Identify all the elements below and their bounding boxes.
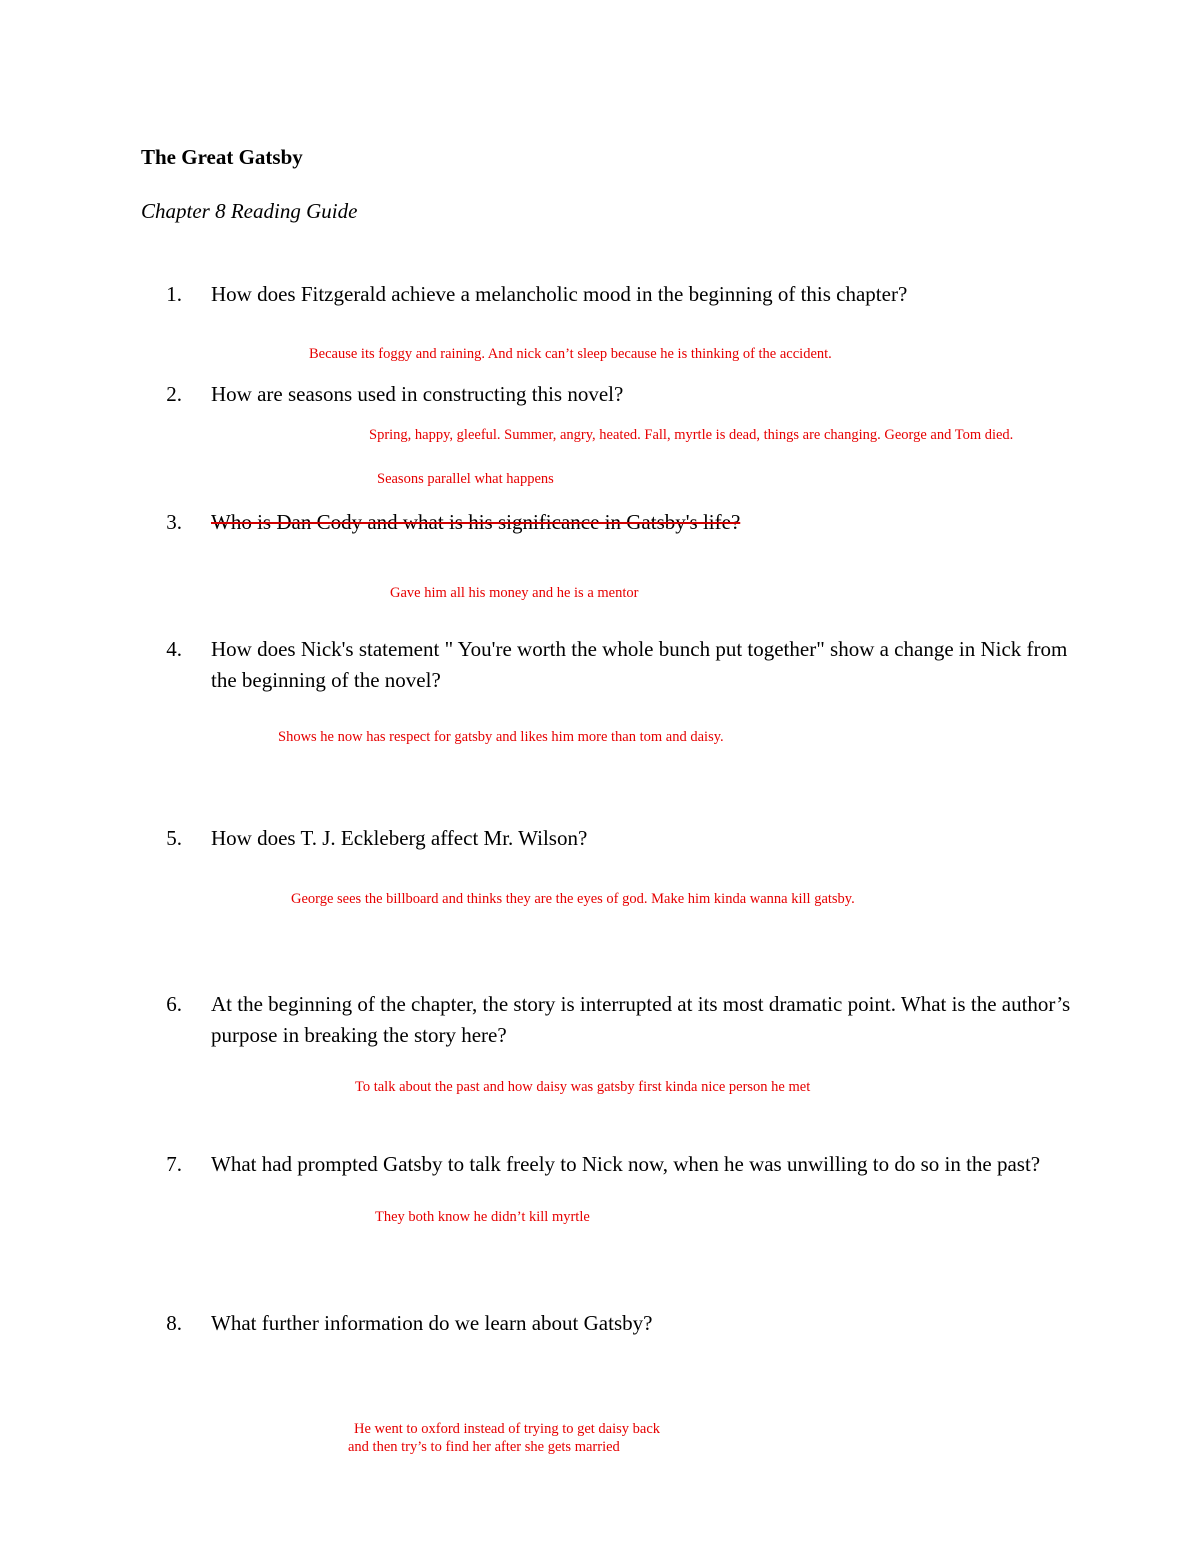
question-text: How does Fitzgerald achieve a melancholic mood in the beginning of this chapter? bbox=[211, 282, 908, 306]
answer-text: Seasons parallel what happens bbox=[377, 471, 554, 487]
question-number: 8. bbox=[166, 1311, 182, 1335]
answer-text: Shows he now has respect for gatsby and likes him more than tom and daisy. bbox=[278, 729, 724, 745]
question-text: How does Nick's statement " You're worth the whole bunch put together" show a change in Nick from the beginning of the novel? bbox=[211, 637, 1068, 692]
question-text: How are seasons used in constructing this novel? bbox=[211, 382, 624, 406]
question-number: 1. bbox=[166, 282, 182, 306]
question-number: 2. bbox=[166, 382, 182, 406]
question-number: 5. bbox=[166, 826, 182, 850]
question-text: How does T. J. Eckleberg affect Mr. Wilson? bbox=[211, 826, 588, 850]
answer-text: They both know he didn’t kill myrtle bbox=[375, 1209, 590, 1225]
answer-text: and then try’s to find her after she gets married bbox=[348, 1439, 620, 1455]
question-number: 6. bbox=[166, 992, 182, 1016]
question-text-struck bbox=[211, 507, 1081, 538]
strikethrough-question: Who is Dan Cody and what is his significance in Gatsby's life? bbox=[211, 510, 741, 534]
document-title: The Great Gatsby bbox=[141, 145, 303, 169]
question-text: What further information do we learn about Gatsby? bbox=[211, 1311, 653, 1335]
answer-text: To talk about the past and how daisy was gatsby first kinda nice person he met bbox=[355, 1079, 811, 1095]
answer-text: George sees the billboard and thinks they are the eyes of god. Make him kinda wanna kill gatsby. bbox=[291, 891, 855, 907]
document-subtitle: Chapter 8 Reading Guide bbox=[141, 199, 358, 223]
question-number: 7. bbox=[166, 1152, 182, 1176]
answer-text: He went to oxford instead of trying to get daisy back bbox=[354, 1421, 661, 1437]
question-number: 3. bbox=[166, 510, 182, 534]
question-number: 4. bbox=[166, 637, 182, 661]
question-text: At the beginning of the chapter, the story is interrupted at its most dramatic point. What is the author’s purpose in breaking the story here? bbox=[211, 992, 1071, 1047]
answer-text: Gave him all his money and he is a mentor bbox=[390, 585, 639, 601]
question-text: What had prompted Gatsby to talk freely to Nick now, when he was unwilling to do so in the past? bbox=[211, 1152, 1041, 1176]
answer-text: Because its foggy and raining. And nick can’t sleep because he is thinking of the accident. bbox=[309, 346, 832, 362]
answer-text: Spring, happy, gleeful. Summer, angry, heated. Fall, myrtle is dead, things are changing. George and Tom died. bbox=[369, 427, 1014, 443]
